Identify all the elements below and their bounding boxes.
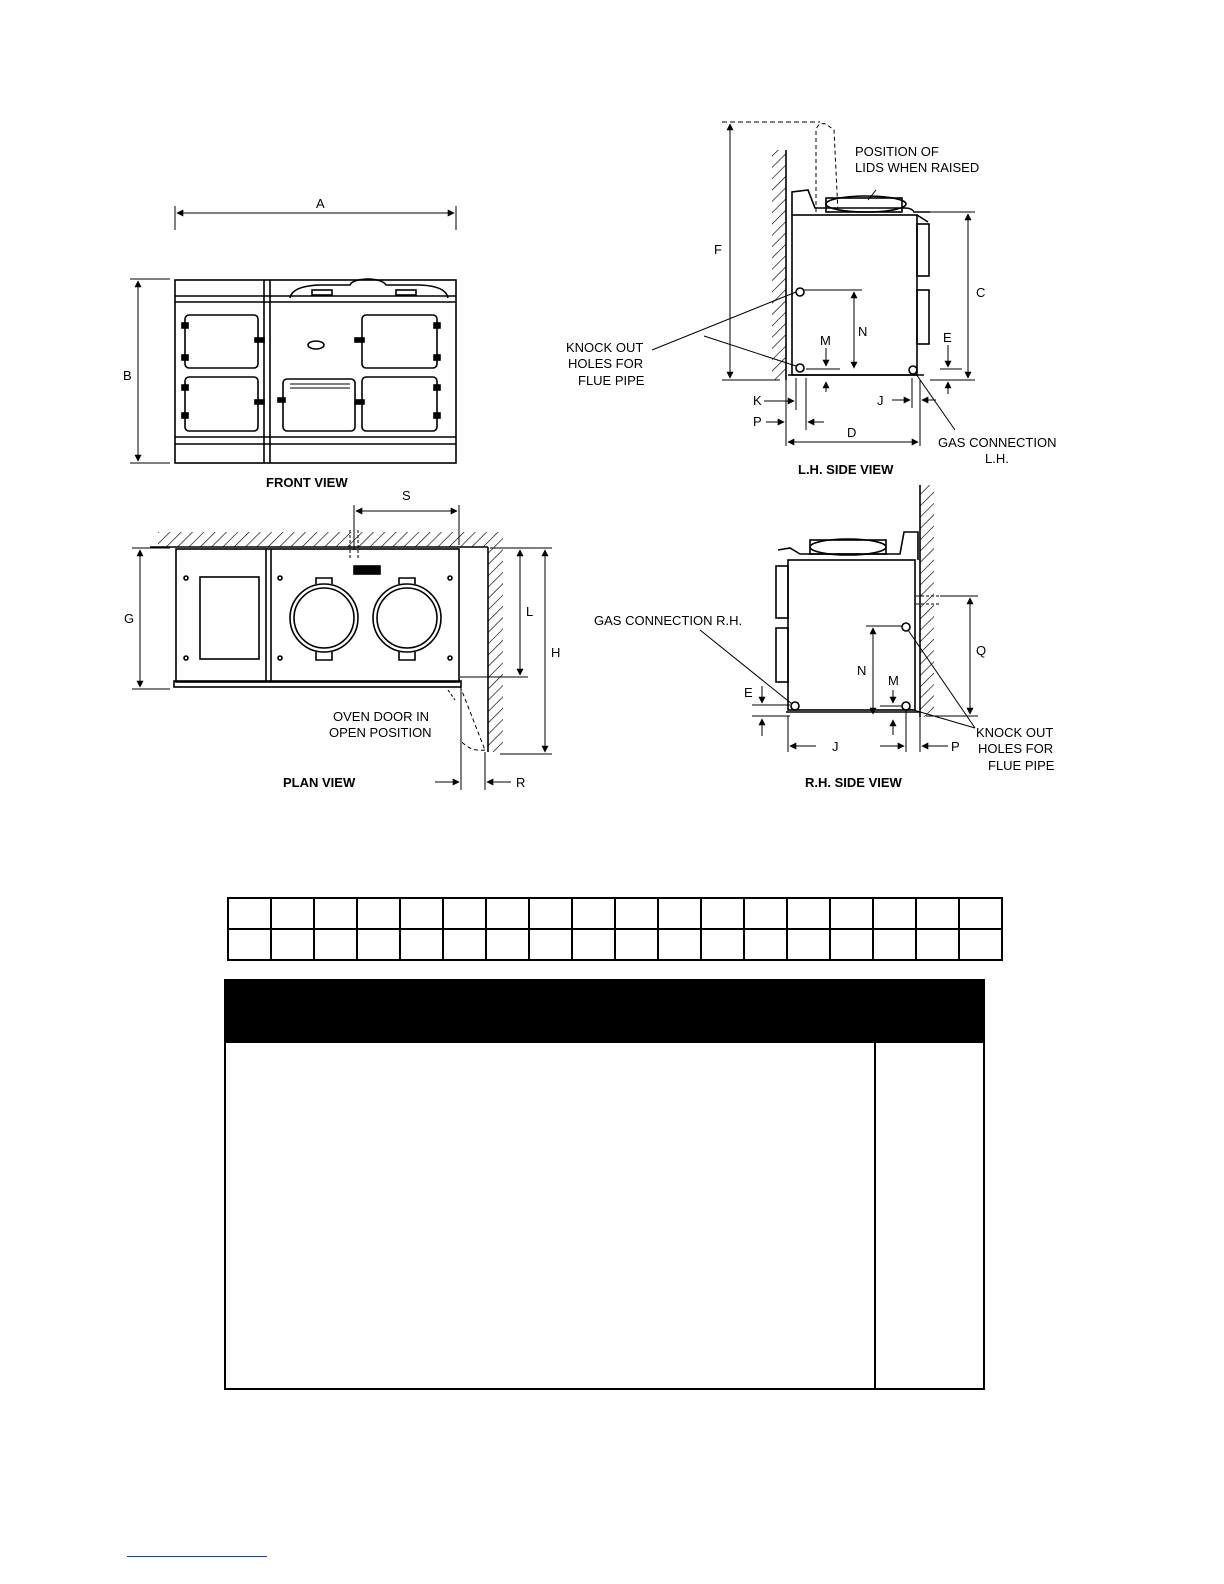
table-cell	[572, 929, 615, 960]
dim-p-lh-label: P	[753, 414, 762, 429]
dim-j-rh-label: J	[832, 739, 839, 754]
table-cell	[701, 929, 744, 960]
footer-rule	[127, 1556, 267, 1557]
table-cell	[314, 898, 357, 929]
data-box-header	[226, 981, 983, 1043]
table-cell	[271, 898, 314, 929]
table-cell	[916, 898, 959, 929]
table-cell	[357, 898, 400, 929]
knock-out-rh-line1: KNOCK OUT	[976, 725, 1054, 740]
dim-e-rh-label: E	[744, 685, 753, 700]
table-cell	[314, 929, 357, 960]
gas-rh-note: GAS CONNECTION R.H.	[594, 613, 743, 628]
table-cell	[529, 929, 572, 960]
oven-door-note-line1: OVEN DOOR IN	[333, 709, 430, 724]
front-view	[130, 206, 456, 463]
dim-a-label: A	[316, 196, 325, 211]
knock-out-rh-line3: FLUE PIPE	[988, 758, 1055, 773]
table-cell	[357, 929, 400, 960]
table-cell	[486, 898, 529, 929]
table-row	[228, 898, 1002, 929]
knock-out-lh-line3: FLUE PIPE	[578, 373, 645, 388]
table-cell	[443, 929, 486, 960]
dim-h-label: H	[551, 645, 561, 660]
knock-out-lh-line2: HOLES FOR	[568, 356, 644, 371]
table-cell	[787, 898, 830, 929]
dim-r-label: R	[516, 775, 526, 790]
gas-lh-line1: GAS CONNECTION	[938, 435, 1057, 450]
table-row	[228, 929, 1002, 960]
dim-m-lh-label: M	[820, 333, 831, 348]
gas-lh-line2: L.H.	[985, 451, 1009, 466]
data-box-divider	[874, 1043, 876, 1388]
table-cell	[658, 929, 701, 960]
dim-n-rh-label: N	[857, 663, 867, 678]
lids-note-line1: POSITION OF	[855, 144, 939, 159]
table-cell	[271, 929, 314, 960]
table-cell	[228, 898, 271, 929]
dim-d-label: D	[847, 425, 857, 440]
dim-s-label: S	[402, 488, 411, 503]
dim-c-label: C	[976, 285, 986, 300]
lids-note-line2: LIDS WHEN RAISED	[855, 160, 980, 175]
table-cell	[443, 898, 486, 929]
table-cell	[959, 898, 1002, 929]
table-cell	[744, 898, 787, 929]
table-cell	[400, 929, 443, 960]
dimensions-table	[227, 897, 1003, 961]
table-cell	[228, 929, 271, 960]
knock-out-rh-line2: HOLES FOR	[978, 741, 1054, 756]
table-cell	[400, 898, 443, 929]
table-cell	[701, 898, 744, 929]
knock-out-lh-line1: KNOCK OUT	[566, 340, 644, 355]
caption-rh-side-view: R.H. SIDE VIEW	[805, 775, 902, 790]
table-cell	[873, 929, 916, 960]
caption-lh-side-view: L.H. SIDE VIEW	[798, 462, 894, 477]
dim-b-label: B	[123, 368, 132, 383]
dim-l-label: L	[526, 604, 534, 619]
table-cell	[959, 929, 1002, 960]
table-cell	[486, 929, 529, 960]
dim-q-label: Q	[976, 643, 987, 658]
dim-p-rh-label: P	[951, 739, 960, 754]
dim-j-lh-label: J	[877, 393, 884, 408]
dim-m-rh-label: M	[888, 673, 899, 688]
table-cell	[830, 898, 873, 929]
dim-e-lh-label: E	[943, 330, 952, 345]
table-cell	[916, 929, 959, 960]
data-box	[224, 979, 985, 1390]
plan-view	[132, 505, 552, 790]
table-cell	[658, 898, 701, 929]
caption-front-view: FRONT VIEW	[266, 475, 348, 490]
dim-k-label: K	[753, 393, 762, 408]
dim-n-lh-label: N	[858, 324, 868, 339]
oven-door-note-line2: OPEN POSITION	[329, 725, 432, 740]
table-cell	[615, 898, 658, 929]
table-cell	[787, 929, 830, 960]
table-cell	[830, 929, 873, 960]
dim-g-label: G	[124, 611, 135, 626]
table-cell	[529, 898, 572, 929]
table-cell	[873, 898, 916, 929]
caption-plan-view: PLAN VIEW	[283, 775, 356, 790]
dim-f-label: F	[714, 242, 722, 257]
table-cell	[744, 929, 787, 960]
table-cell	[615, 929, 658, 960]
table-cell	[572, 898, 615, 929]
